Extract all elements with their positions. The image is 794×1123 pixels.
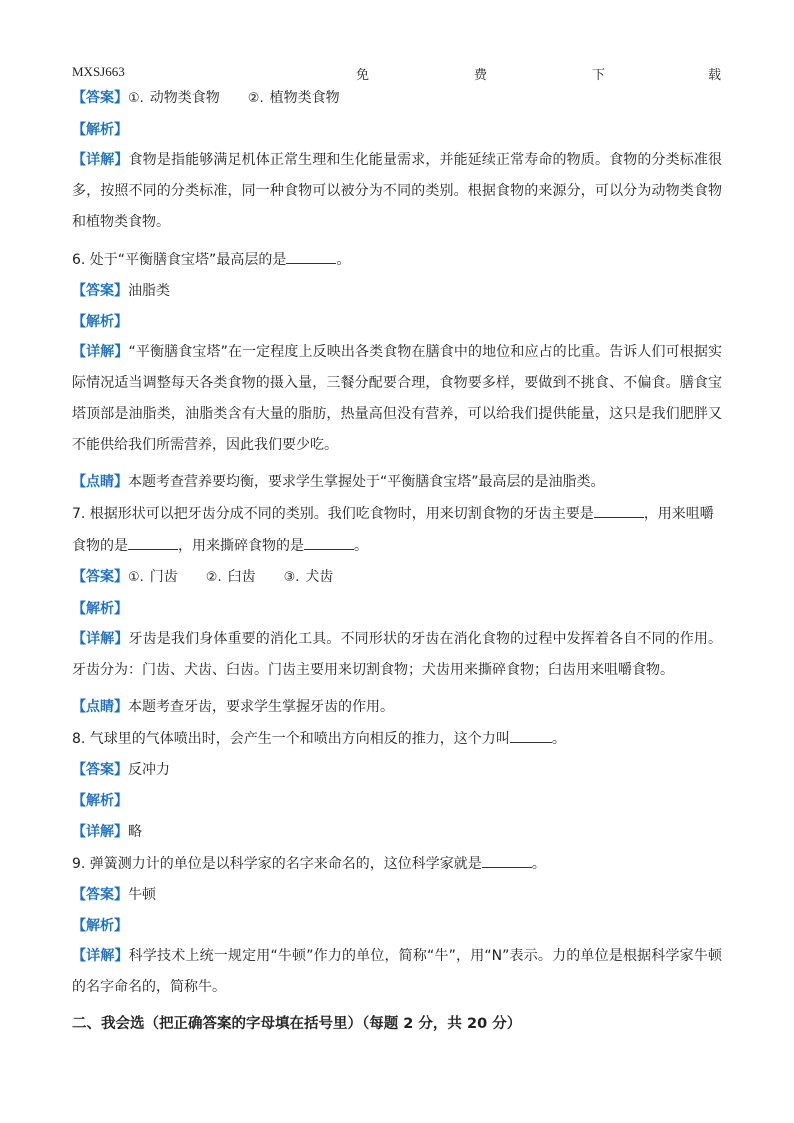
- q5-analysis: [72, 120, 722, 140]
- q5-option-2: ②. 植物类食物: [247, 90, 340, 106]
- q9-question: 9. 弹簧测力计的单位是以科学家的名字来命名的，这位科学家就是 。: [72, 853, 722, 874]
- analysis-tag: 【解析】: [72, 601, 128, 617]
- q5-detail: 【详解】食物是指能够满足机体正常生理和生化能量需求，并能延续正常寿命的物质。食物的分类标准很多，按照不同的分类标准，同一种食物可以被分为不同的类别。根据食物的来源分，可以分为动物类食物和植物类食物。: [72, 152, 723, 230]
- q6-question: 6. 处于“平衡膳食宝塔”最高层的是 。: [72, 249, 722, 270]
- detail-tag: 【详解】: [72, 344, 129, 360]
- q6-blank: [286, 249, 336, 264]
- q7-comment: 【点睛】本题考查牙齿，要求学生掌握牙齿的作用。: [72, 699, 394, 715]
- q7-question-line-2: 食物的是 ，用来撕碎食物的是 。: [72, 535, 722, 556]
- detail-tag: 【详解】: [72, 152, 129, 168]
- q7-option-1: ①. 门齿: [128, 569, 178, 585]
- q8-analysis: [72, 791, 722, 811]
- q9-answer: 【答案】牛顿: [72, 887, 156, 903]
- header-char-2: 费: [474, 67, 488, 82]
- header-char-4: 载: [708, 67, 722, 82]
- q6-comment: 【点睛】本题考查营养要均衡，要求学生掌握处于“平衡膳食宝塔”最高层的是油脂类。: [72, 474, 605, 490]
- answer-tag: 【答案】: [72, 569, 128, 585]
- q7-analysis: [72, 599, 722, 619]
- header-char-1: 免: [356, 67, 370, 82]
- q7-option-3: ③. 犬齿: [283, 569, 334, 585]
- header-code: MXSJ663: [72, 64, 125, 79]
- q7-blank-1: [594, 503, 644, 518]
- q6-answer: 【答案】油脂类: [72, 283, 170, 299]
- q7-detail: 【详解】牙齿是我们身体重要的消化工具。不同形状的牙齿在消化食物的过程中发挥着各自不同的作用。牙齿分为：门齿、犬齿、臼齿。门齿主要用来切割食物；犬齿用来撕碎食物；臼齿用来咀嚼食物。: [72, 631, 723, 678]
- q8-answer: 【答案】反冲力: [72, 762, 170, 778]
- q7-blank-3: [304, 535, 354, 550]
- analysis-tag: 【解析】: [72, 918, 128, 934]
- analysis-tag: 【解析】: [72, 122, 128, 138]
- q8-detail: 【详解】略: [72, 824, 142, 840]
- document-page: [72, 64, 722, 1034]
- q5-answer: [72, 88, 722, 109]
- q9-detail: 【详解】科学技术上统一规定用“牛顿”作力的单位，简称“牛”，用“N”表示。力的单位是根据科学家牛顿的名字命名的，简称牛。: [72, 948, 722, 995]
- q7-option-2: ②. 臼齿: [205, 569, 256, 585]
- detail-tag: 【详解】: [72, 631, 129, 647]
- q7-question-line-1: 7. 根据形状可以把牙齿分成不同的类别。我们吃食物时，用来切割食物的牙齿主要是 ，用来咀嚼: [72, 503, 722, 524]
- section-heading-2: 二、我会选（把正确答案的字母填在括号里）（每题 2 分，共 20 分）: [72, 1016, 522, 1032]
- answer-tag: 【答案】: [72, 283, 128, 299]
- detail-tag: 【详解】: [72, 948, 129, 964]
- q8-question: 8. 气球里的气体喷出时，会产生一个和喷出方向相反的推力，这个力叫 。: [72, 728, 722, 749]
- analysis-tag: 【解析】: [72, 314, 128, 330]
- q9-analysis: [72, 916, 722, 936]
- q6-detail: 【详解】“平衡膳食宝塔”在一定程度上反映出各类食物在膳食中的地位和应占的比重。告诉人们可根据实际情况适当调整每天各类食物的摄入量，三餐分配要合理，食物要多样，要做到不挑食、不偏食。膳食宝塔顶部是油脂类，油脂类含有大量的脂肪，热量高但没有营养，可以给我们提供能量，这只是我们肥胖又不能供给我们所需营养，因此我们要少吃。: [72, 344, 722, 453]
- page-header: [72, 64, 722, 86]
- answer-tag: 【答案】: [72, 887, 128, 903]
- q8-blank: [510, 728, 552, 743]
- q7-blank-2: [128, 535, 178, 550]
- analysis-tag: 【解析】: [72, 793, 128, 809]
- comment-tag: 【点睛】: [72, 699, 128, 715]
- detail-tag: 【详解】: [72, 824, 128, 840]
- q6-analysis: [72, 312, 722, 332]
- answer-tag: 【答案】: [72, 90, 128, 106]
- comment-tag: 【点睛】: [72, 474, 128, 490]
- q9-blank: [482, 853, 532, 868]
- q5-option-1: ①. 动物类食物: [128, 90, 220, 106]
- header-char-3: 下: [592, 67, 606, 82]
- answer-tag: 【答案】: [72, 762, 128, 778]
- q7-answer: [72, 567, 722, 588]
